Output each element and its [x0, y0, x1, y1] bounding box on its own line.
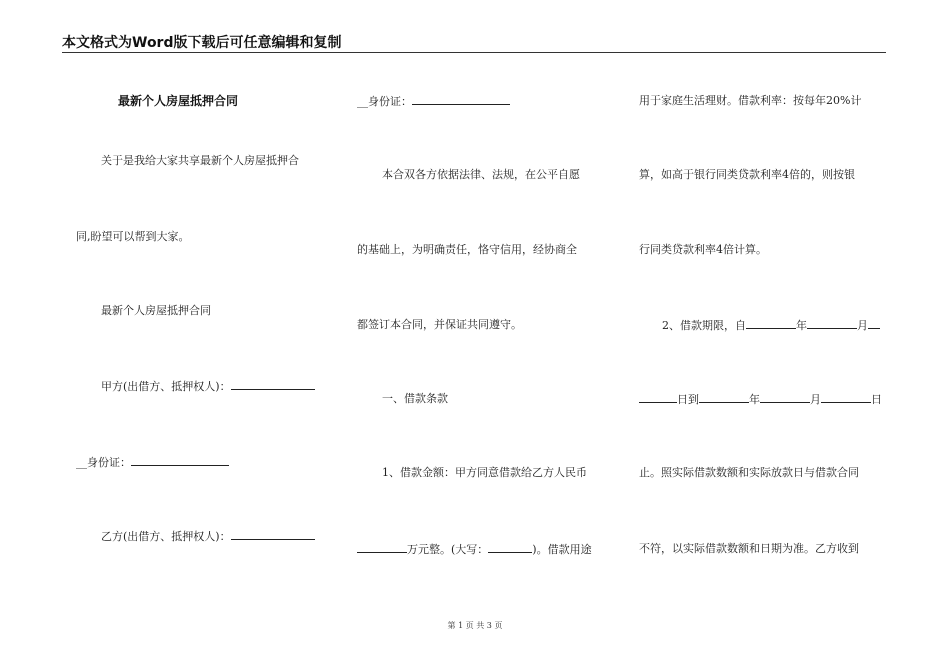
- interest-line-3: 行同类贷款利率4倍计算。: [639, 243, 767, 256]
- purpose-label: )。借款用途: [532, 543, 592, 556]
- to-label: 日到: [677, 393, 699, 406]
- principle-line-3: 都签订本合同，并保证共同遵守。: [357, 318, 522, 331]
- end-month-unit: 月: [810, 393, 821, 406]
- id-a-line: [76, 455, 229, 470]
- intro-line-1: 关于是我给大家共享最新个人房屋抵押合: [101, 154, 299, 167]
- year-unit: 年: [796, 319, 807, 332]
- document-title: 最新个人房屋抵押合同: [118, 94, 239, 108]
- page-footer: 第 1 页 共 3 页: [447, 621, 503, 630]
- amount-unit: 万元整。(大写：: [407, 543, 489, 556]
- end-year-blank: [699, 392, 749, 403]
- id-a-blank: [131, 455, 229, 466]
- party-a-label: 甲方(出借方、抵押权人)：: [101, 380, 231, 393]
- amount-blank: [357, 542, 407, 553]
- intro-line-2: 同,盼望可以帮到大家。: [76, 230, 190, 243]
- id-b-blank: [412, 94, 510, 105]
- loan-amount-line-1: 1、借款金额：甲方同意借款给乙方人民币: [382, 466, 587, 479]
- amount-words-blank: [488, 542, 532, 553]
- id-a-label: __身份证：: [76, 456, 131, 469]
- party-a-blank: [231, 379, 315, 390]
- section-heading-1: 一、借款条款: [382, 392, 448, 405]
- start-month-blank: [807, 318, 857, 329]
- header-rule: [62, 52, 886, 53]
- start-day-blank-cont: [639, 392, 677, 403]
- interest-line-2: 算，如高于银行同类贷款利率4倍的，则按银: [639, 168, 855, 181]
- start-year-blank: [746, 318, 796, 329]
- id-b-line: [357, 94, 510, 109]
- loan-amount-line-2: [357, 542, 592, 557]
- party-b-label: 乙方(出借方、抵押权人)：: [101, 530, 231, 543]
- interest-line-1: 用于家庭生活理财。借款利率：按每年20%计: [639, 94, 862, 107]
- term-line-3: 止。照实际借款数额和实际放款日与借款合同: [639, 466, 859, 479]
- id-b-label: __身份证：: [357, 95, 412, 108]
- end-year-unit: 年: [749, 393, 760, 406]
- end-day-blank: [821, 392, 871, 403]
- term-line-1: [662, 318, 880, 333]
- end-day-unit: 日: [871, 393, 882, 406]
- principle-line-1: 本合双各方依据法律、法规，在公平自愿: [382, 168, 580, 181]
- party-b-line: [101, 529, 315, 544]
- start-day-blank: [868, 318, 880, 329]
- month-unit: 月: [857, 319, 868, 332]
- principle-line-2: 的基础上，为明确责任，恪守信用，经协商全: [357, 243, 577, 256]
- page-header: 本文格式为Word版下载后可任意编辑和复制: [62, 35, 342, 51]
- term-line-4: 不符，以实际借款数额和日期为准。乙方收到: [639, 542, 859, 555]
- end-month-blank: [760, 392, 810, 403]
- party-b-blank: [231, 529, 315, 540]
- party-a-line: [101, 379, 315, 394]
- term-label: 2、借款期限，自: [662, 319, 746, 332]
- term-line-2: [639, 392, 882, 407]
- subtitle-line: 最新个人房屋抵押合同: [101, 304, 211, 317]
